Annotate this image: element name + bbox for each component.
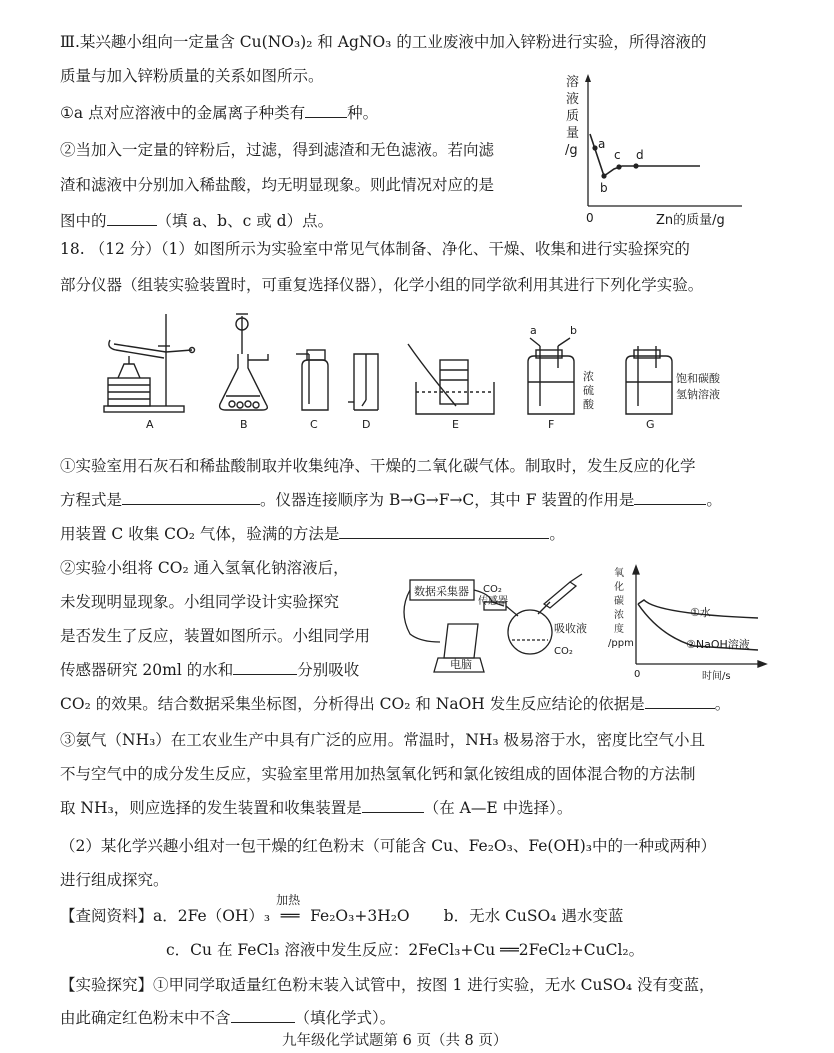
sec3-q1: ①a 点对应溶液中的金属离子种类有 种。 bbox=[60, 104, 379, 122]
label-a: a bbox=[598, 137, 606, 151]
origin-label: 0 bbox=[586, 211, 594, 225]
sec3-q2-line2: 渣和滤液中分别加入稀盐酸，均无明显现象。则此情况对应的是 bbox=[60, 176, 495, 194]
label-a: A bbox=[146, 418, 154, 431]
f-liquid-3: 酸 bbox=[583, 398, 594, 411]
page-footer: 九年级化学试题第 6 页（共 8 页） bbox=[282, 1033, 508, 1049]
label-g: G bbox=[646, 418, 655, 431]
label-d: D bbox=[362, 418, 371, 431]
legend-naoh: ②NaOH溶液 bbox=[686, 638, 750, 651]
point-d bbox=[633, 163, 638, 168]
answer-blank[interactable] bbox=[634, 490, 706, 505]
apparatus-e bbox=[408, 344, 494, 414]
zn-mass-graph bbox=[560, 72, 760, 232]
label-c: C bbox=[310, 418, 318, 431]
exp-line1: 【实验探究】①甲同学取适量红色粉末装入试管中，按图 1 进行实验，无水 CuSO₄ 没有变蓝， bbox=[60, 976, 715, 994]
collector-label: 数据采集器 bbox=[414, 585, 469, 598]
point-b bbox=[601, 173, 606, 178]
p3-line3: 取 NH₃，则应选择的发生装置和收集装置是 （在 A—E 中选择）。 bbox=[60, 799, 573, 817]
apparatus-a bbox=[104, 314, 195, 412]
answer-blank[interactable] bbox=[107, 211, 157, 226]
computer-label: 电脑 bbox=[450, 658, 472, 671]
apparatus-b bbox=[220, 314, 268, 410]
q18-line1: 18. （12 分）（1）如图所示为实验室中常见气体制备、净化、干燥、收集和进行实验探究的 bbox=[60, 240, 690, 258]
p1-line2: 方程式是 。仪器连接顺序为 B→G→F→C，其中 F 装置的作用是 。 bbox=[60, 491, 722, 509]
label-c: c bbox=[614, 148, 621, 162]
y-label-6: /ppm bbox=[608, 638, 634, 649]
sec3-q2-line1: ②当加入一定量的锌粉后，过滤，得到滤渣和无色滤液。若向滤 bbox=[60, 141, 495, 159]
label-d: d bbox=[636, 148, 644, 162]
y-label-4: 量 bbox=[566, 126, 580, 141]
answer-blank[interactable] bbox=[231, 1008, 295, 1023]
sec3-line2: 质量与加入锌粉质量的关系如图所示。 bbox=[60, 67, 324, 85]
absorber-label: 吸收液 bbox=[554, 622, 587, 635]
part2-line2: 进行组成探究。 bbox=[60, 871, 169, 889]
f-liquid-2: 硫 bbox=[583, 384, 594, 397]
sensor-setup-figure bbox=[400, 572, 600, 687]
g-liquid-2: 氢钠溶液 bbox=[676, 388, 720, 401]
origin-label: 0 bbox=[634, 669, 641, 680]
y-label-3: 碳 bbox=[614, 596, 624, 607]
x-axis-label: 时间/s bbox=[702, 671, 731, 682]
f-liquid-1: 浓 bbox=[583, 370, 594, 383]
answer-blank[interactable] bbox=[339, 524, 549, 539]
sensor-label-2: 传感器 bbox=[478, 596, 508, 607]
g-liquid-1: 饱和碳酸 bbox=[676, 372, 720, 385]
apparatus-f bbox=[528, 338, 574, 414]
label-e: E bbox=[452, 418, 459, 431]
y-label-4: 浓 bbox=[614, 610, 624, 621]
info-heading: 【查阅资料】 bbox=[60, 907, 154, 925]
y-label-2: 液 bbox=[566, 92, 580, 107]
y-label-5: 度 bbox=[614, 624, 624, 635]
label-b: b bbox=[600, 181, 608, 195]
exp-line2: 由此确定红色粉末中不含 （填化学式）。 bbox=[60, 1009, 396, 1027]
apparatus-d bbox=[348, 354, 378, 410]
apparatus-figure bbox=[96, 310, 720, 435]
p2-line3: 是否发生了反应，装置如图所示。小组同学用 bbox=[60, 627, 371, 645]
flask-icon bbox=[508, 610, 552, 654]
p1-line3: 用装置 C 收集 CO₂ 气体，验满的方法是 。 bbox=[60, 525, 565, 543]
p3-line2: 不与空气中的成分发生反应，实验室里常用加热氢氧化钙和氯化铵组成的固体混合物的方法制 bbox=[60, 765, 696, 783]
apparatus-c bbox=[296, 350, 328, 410]
legend-water: ①水 bbox=[690, 606, 711, 619]
answer-blank[interactable] bbox=[362, 798, 424, 813]
answer-blank[interactable] bbox=[122, 490, 260, 505]
info-line-ab: 【查阅资料】a．2Fe（OH）₃ 加热 ══ Fe₂O₃+3H₂O b．无水 CuSO₄ 遇水变蓝 bbox=[60, 893, 624, 925]
sec3-q2-line3: 图中的 （填 a、b、c 或 d）点。 bbox=[60, 212, 334, 230]
apparatus-g bbox=[626, 346, 672, 414]
answer-blank[interactable] bbox=[645, 694, 715, 709]
gas-label: CO₂ bbox=[554, 646, 573, 657]
x-axis-label: Zn的质量/g bbox=[656, 213, 725, 228]
sec3-line1: Ⅲ.某兴趣小组向一定量含 Cu(NO₃)₂ 和 AgNO₃ 的工业废液中加入锌粉进行实验，所得溶液的 bbox=[60, 33, 707, 51]
sensor-label-1: CO₂ bbox=[483, 584, 502, 595]
p2-line4: 传感器研究 20ml 的水和 分别吸收 bbox=[60, 661, 360, 679]
p1-line1: ①实验室用石灰石和稀盐酸制取并收集纯净、干燥的二氧化碳气体。制取时，发生反应的化学 bbox=[60, 457, 696, 475]
port-a-label: a bbox=[530, 324, 537, 337]
answer-blank[interactable] bbox=[305, 103, 347, 118]
p3-line1: ③氨气（NH₃）在工农业生产中具有广泛的应用。常温时，NH₃ 极易溶于水，密度比空气小且 bbox=[60, 731, 706, 749]
reaction-arrow: 加热 ══ bbox=[276, 893, 301, 925]
point-c bbox=[616, 164, 621, 169]
y-label-5: /g bbox=[565, 143, 578, 158]
y-label-1: 氧 bbox=[614, 568, 624, 579]
p2-line2: 未发现明显现象。小组同学设计实验探究 bbox=[60, 593, 340, 611]
q18-line2: 部分仪器（组装实验装置时，可重复选择仪器），化学小组的同学欲利用其进行下列化学实验。 bbox=[60, 276, 704, 294]
co2-concentration-graph bbox=[608, 566, 778, 686]
info-line-c: c．Cu 在 FeCl₃ 溶液中发生反应：2FeCl₃+Cu ══2FeCl₂+CuCl₂。 bbox=[166, 941, 645, 959]
point-a bbox=[592, 145, 597, 150]
p2-line1: ②实验小组将 CO₂ 通入氢氧化钠溶液后， bbox=[60, 559, 349, 577]
part2-line1: （2）某化学兴趣小组对一包干燥的红色粉末（可能含 Cu、Fe₂O₃、Fe(OH)₃中的一种或两种） bbox=[60, 837, 716, 855]
label-f: F bbox=[548, 418, 555, 431]
y-label-1: 溶 bbox=[566, 75, 580, 90]
answer-blank[interactable] bbox=[233, 660, 297, 675]
p2-line5: CO₂ 的效果。结合数据采集坐标图，分析得出 CO₂ 和 NaOH 发生反应结论的依据是 。 bbox=[60, 695, 731, 713]
exp-heading: 【实验探究】 bbox=[60, 976, 154, 994]
port-b-label: b bbox=[570, 324, 577, 337]
y-label-3: 质 bbox=[566, 109, 580, 124]
label-b: B bbox=[240, 418, 248, 431]
y-label-2: 化 bbox=[614, 582, 624, 593]
computer-icon bbox=[444, 624, 478, 658]
